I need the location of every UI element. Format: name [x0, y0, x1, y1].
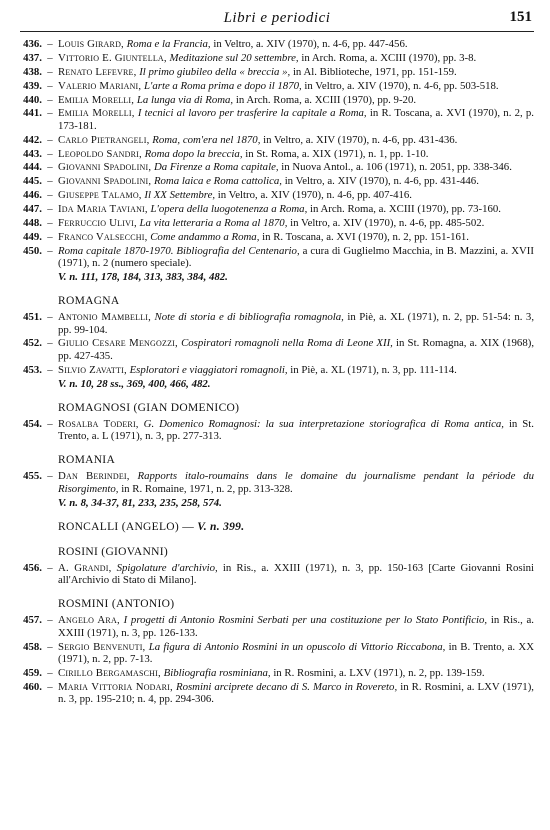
entry-source: in St. Trento, a. L (1971), n. 3, pp. 277-313.	[58, 417, 534, 443]
entry-source: in Arch. Roma, a. XCIII (1970), pp. 3-8.	[301, 51, 477, 64]
entry-number: 443.	[23, 147, 42, 160]
entry-number: 440.	[23, 93, 42, 106]
running-header	[20, 0, 534, 34]
entry-dash: –	[47, 470, 53, 483]
entry-title: Note di storia e di bibliografia romagnola,	[154, 311, 344, 324]
header-rule	[20, 31, 534, 32]
entry-title: Roma dopo la breccia,	[144, 147, 243, 160]
entry-text	[58, 52, 534, 64]
bib-entry	[20, 175, 534, 187]
entry-text	[58, 337, 534, 362]
bib-entry	[20, 418, 534, 443]
bib-entry	[20, 189, 534, 201]
bibliography-list	[20, 34, 534, 705]
entry-number: 437.	[23, 51, 42, 64]
bib-entry	[20, 38, 534, 50]
bib-entry	[20, 148, 534, 160]
entry-title: Rosmini arciprete decano di S. Marco in Rovereto,	[175, 680, 398, 693]
entry-title: Spigolature d'archivio,	[116, 561, 218, 574]
entry-source: in Veltro, a. XIV (1970), n. 4-6, pp. 503-518.	[304, 79, 499, 92]
entry-number: 450.	[23, 244, 42, 257]
entry-title: L'arte a Roma prima e dopo il 1870,	[144, 79, 302, 92]
entry-author: Cirillo Bergamaschi,	[58, 666, 161, 679]
entry-dash: –	[47, 561, 53, 574]
entry-author: Ferruccio Ulivi,	[58, 216, 137, 229]
entry-author: Giovanni Spadolini,	[58, 161, 152, 174]
bib-entry	[20, 203, 534, 215]
entry-source: in R. Rosmini, a. LXV (1971), n. 2, pp. 139-159.	[273, 666, 485, 679]
entry-title: Roma e la Francia,	[126, 38, 211, 50]
cross-references: V. n. 8, 34-37, 81, 233, 235, 258, 574.	[58, 496, 222, 509]
entry-source: in Arch. Roma, a. XCIII (1970), pp. 73-160.	[309, 203, 501, 216]
section-heading-text: ROMANIA	[58, 454, 116, 467]
entry-dash: –	[47, 189, 53, 202]
entry-author: Franco Valsecchi,	[58, 230, 148, 243]
entry-title: G. Domenico Romagnosi: la sua interpretazione storiografica di Roma antica,	[143, 417, 504, 430]
entry-dash: –	[47, 216, 53, 229]
entry-title: Roma capitale 1870-1970. Bibliografia del Centenario,	[58, 244, 300, 257]
entry-dash: –	[47, 38, 53, 50]
entry-source: in Veltro, a. XIV (1970), n. 4-6, pp. 431-446.	[284, 175, 479, 188]
bib-entry	[20, 364, 534, 376]
entry-number: 451.	[23, 311, 42, 324]
entry-dash: –	[47, 666, 53, 679]
bib-entry	[20, 614, 534, 639]
entry-number: 442.	[23, 133, 42, 146]
entry-number: 449.	[23, 230, 42, 243]
bib-entry	[20, 217, 534, 229]
entry-author: Maria Vittoria Nodari,	[58, 680, 173, 693]
entry-dash: –	[47, 65, 53, 78]
entry-source: in R. Rosmini, a. LXV (1971), n. 3, pp. 195-210; n. 4, pp. 294-306.	[58, 680, 534, 706]
cross-references: V. n. 10, 28 ss., 369, 400, 466, 482.	[58, 377, 211, 390]
bib-entry	[20, 231, 534, 243]
entry-text	[58, 470, 534, 495]
entry-number: 439.	[23, 79, 42, 92]
entry-title: Il primo giubileo della « breccia »,	[139, 65, 291, 78]
entry-dash: –	[47, 417, 53, 430]
bib-entry	[20, 66, 534, 78]
entry-text	[58, 94, 534, 106]
entry-author: Dan Berindei,	[58, 470, 130, 483]
entry-number: 454.	[23, 417, 42, 430]
entry-text	[58, 161, 534, 173]
entry-source: in Ris., a. XXIII (1971), n. 3, pp. 126-133.	[58, 614, 535, 639]
entry-title: La lunga via di Roma,	[136, 93, 234, 106]
cross-references: V. n. 111, 178, 184, 313, 383, 384, 482.	[58, 270, 228, 283]
entry-author: Leopoldo Sandri,	[58, 147, 142, 160]
entry-number: 444.	[23, 161, 42, 174]
bib-entry	[20, 107, 534, 132]
entry-title: Esploratori e viaggiatori romagnoli,	[129, 363, 288, 376]
entry-author: Giovanni Spadolini,	[58, 175, 152, 188]
running-title: Libri e periodici	[223, 10, 331, 26]
entry-text	[58, 562, 534, 587]
entry-author: Emilia Morelli,	[58, 107, 135, 120]
entry-source: in St. Roma, a. XIX (1971), n. 1, pp. 1-10.	[245, 147, 429, 160]
bib-entry	[20, 80, 534, 92]
entry-text	[58, 38, 534, 50]
entry-author: Giuseppe Talamo,	[58, 189, 142, 202]
entry-number: 452.	[23, 337, 42, 350]
section-heading-text: RONCALLI (ANGELO) —	[58, 520, 195, 533]
entry-dash: –	[47, 337, 53, 350]
entry-dash: –	[47, 203, 53, 216]
entry-dash: –	[47, 175, 53, 188]
section-heading	[58, 295, 534, 308]
entry-dash: –	[47, 640, 53, 653]
entry-text	[58, 134, 534, 146]
bib-entry	[20, 681, 534, 706]
entry-dash: –	[47, 680, 53, 693]
entry-text	[58, 364, 534, 376]
entry-text	[58, 189, 534, 201]
entry-source: in Piè, a. XL (1971), n. 3, pp. 111-114.	[290, 363, 457, 376]
entry-number: 448.	[23, 216, 42, 229]
bib-entry	[20, 134, 534, 146]
entry-number: 459.	[23, 666, 42, 679]
entry-author: Carlo Pietrangeli,	[58, 133, 150, 146]
entry-text	[58, 217, 534, 229]
entry-number: 456.	[23, 561, 42, 574]
section-heading-text: ROSMINI (ANTONIO)	[58, 598, 175, 611]
entry-title: L'opera della luogotenenza a Roma,	[150, 203, 308, 216]
entry-text	[58, 66, 534, 78]
bib-entry	[20, 311, 534, 336]
entry-source: in Ris., a. XXIII (1971), n. 3, pp. 150-163 [Carte Giovanni Rosini all'Archivio di Stato di Milano].	[58, 561, 534, 587]
entry-source: in Veltro, a. XIV (1970), n. 4-6, pp. 407-416.	[217, 189, 412, 202]
entry-text	[58, 681, 534, 706]
entry-source: in B. Trento, a. XX (1971), n. 2, pp. 7-13.	[58, 640, 534, 665]
entry-author: Ida Maria Taviani,	[58, 203, 148, 216]
entry-author: Rosalba Toderi,	[58, 417, 139, 430]
bib-entry	[20, 470, 534, 495]
entry-author: Vittorio E. Giuntella,	[58, 51, 167, 64]
entry-author: Emilia Morelli,	[58, 93, 135, 106]
section-heading-text: ROSINI (GIOVANNI)	[58, 545, 168, 558]
entry-text	[58, 245, 534, 270]
entry-dash: –	[47, 133, 53, 146]
entry-source: in St. Romagna, a. XIX (1968), pp. 427-435.	[58, 337, 535, 362]
entry-text	[58, 311, 534, 336]
entry-dash: –	[47, 161, 53, 174]
entry-title: Da Firenze a Roma capitale,	[153, 161, 279, 174]
entry-text	[58, 418, 534, 443]
entry-text	[58, 203, 534, 215]
section-heading-text: ROMAGNA	[58, 295, 120, 308]
entry-number: 453.	[23, 363, 42, 376]
entry-source: in R. Toscana, a. XVI (1970), n. 2, pp. 151-161.	[262, 230, 469, 243]
entry-number: 458.	[23, 640, 42, 653]
entry-source: in R. Toscana, a. XVI (1970), n. 2, p. 173-181.	[58, 107, 535, 132]
section-heading	[58, 454, 534, 467]
entry-title: La figura di Antonio Rosmini in un opuscolo di Vittorio Riccabona,	[148, 640, 446, 653]
section-heading	[58, 402, 534, 415]
entry-title: Il XX Settembre,	[144, 189, 216, 202]
entry-number: 446.	[23, 189, 42, 202]
entry-dash: –	[47, 363, 53, 376]
bib-entry	[20, 337, 534, 362]
entry-title: Roma laica e Roma cattolica,	[153, 175, 282, 188]
entry-author: Giulio Cesare Mengozzi,	[58, 337, 178, 350]
bib-entry	[20, 52, 534, 64]
section-heading-text: ROMAGNOSI (GIAN DOMENICO)	[58, 401, 240, 414]
entry-author: Louis Girard,	[58, 38, 124, 50]
entry-title: I tecnici al lavoro per trasferire la capitale a Roma,	[137, 107, 367, 120]
bib-entry	[20, 667, 534, 679]
entry-dash: –	[47, 147, 53, 160]
entry-text	[58, 231, 534, 243]
entry-source: in R. Romaine, 1971, n. 2, pp. 313-328.	[121, 482, 293, 495]
entry-source: in Veltro, a. XIV (1970), n. 4-6, pp. 447-456.	[213, 38, 408, 50]
entry-title: Bibliografia rosminiana,	[163, 666, 271, 679]
entry-number: 438.	[23, 65, 42, 78]
entry-author: Antonio Mambelli,	[58, 311, 152, 324]
section-heading	[58, 521, 534, 534]
entry-dash: –	[47, 51, 53, 64]
entry-text	[58, 641, 534, 666]
entry-title: Roma, com'era nel 1870,	[152, 133, 261, 146]
entry-author: A. Grandi,	[58, 561, 112, 574]
entry-author: Sergio Benvenuti,	[58, 640, 146, 653]
section-heading	[58, 546, 534, 559]
bib-entry	[20, 562, 534, 587]
entry-text	[58, 107, 534, 132]
entry-dash: –	[47, 244, 53, 257]
section-cross-reference: V. n. 399.	[197, 520, 245, 533]
entry-dash: –	[47, 107, 53, 120]
entry-title: I progetti di Antonio Rosmini Serbati per una costituzione per lo Stato Pontificio,	[123, 614, 488, 627]
entry-number: 457.	[23, 614, 42, 627]
entry-number: 441.	[23, 107, 42, 120]
entry-number: 436.	[23, 38, 42, 50]
bib-entry	[20, 161, 534, 173]
entry-source: in Al. Biblioteche, 1971, pp. 151-159.	[292, 65, 457, 78]
entry-author: Valerio Mariani,	[58, 79, 142, 92]
entry-title: Rapports italo-roumains dans le domaine du journalisme pendant la période du Risorgimento,	[58, 470, 534, 495]
entry-text	[58, 667, 534, 679]
bib-entry	[20, 94, 534, 106]
entry-author: Angelo Ara,	[58, 614, 120, 627]
entry-text	[58, 614, 534, 639]
bib-entry	[20, 641, 534, 666]
entry-title: Meditazione sul 20 settembre,	[169, 51, 299, 64]
entry-dash: –	[47, 93, 53, 106]
entry-source: in Veltro, a. XIV (1970), n. 4-6, pp. 431-436.	[263, 133, 458, 146]
entry-dash: –	[47, 311, 53, 324]
entry-title: Cospiratori romagnoli nella Roma di Leone XII,	[181, 337, 393, 350]
entry-source: in Nuova Antol., a. 106 (1971), n. 2051, pp. 338-346.	[281, 161, 512, 174]
entry-number: 447.	[23, 203, 42, 216]
entry-title: Come andammo a Roma,	[150, 230, 260, 243]
bib-entry	[20, 245, 534, 270]
section-heading	[58, 598, 534, 611]
entry-source: in Arch. Roma, a. XCIII (1970), pp. 9-20.	[235, 93, 417, 106]
entry-author: Renato Lefevre,	[58, 65, 137, 78]
entry-dash: –	[47, 614, 53, 627]
entry-text	[58, 148, 534, 160]
entry-text	[58, 175, 534, 187]
entry-source: a cura di Guglielmo Macchia, in B. Mazzini, a. XVII (1971), n. 2 (numero speciale).	[58, 244, 535, 270]
entry-dash: –	[47, 79, 53, 92]
page-number: 151	[509, 9, 532, 25]
entry-number: 460.	[23, 680, 42, 693]
entry-author: Silvio Zavatti,	[58, 363, 127, 376]
entry-source: in Veltro, a. XIV (1970), n. 4-6, pp. 485-502.	[290, 216, 485, 229]
entry-title: La vita letteraria a Roma al 1870,	[139, 216, 288, 229]
entry-dash: –	[47, 230, 53, 243]
entry-number: 445.	[23, 175, 42, 188]
entry-source: in Piè, a. XL (1971), n. 2, pp. 51-54: n. 3, pp. 99-104.	[58, 311, 535, 336]
entry-number: 455.	[23, 470, 42, 483]
entry-text	[58, 80, 534, 92]
